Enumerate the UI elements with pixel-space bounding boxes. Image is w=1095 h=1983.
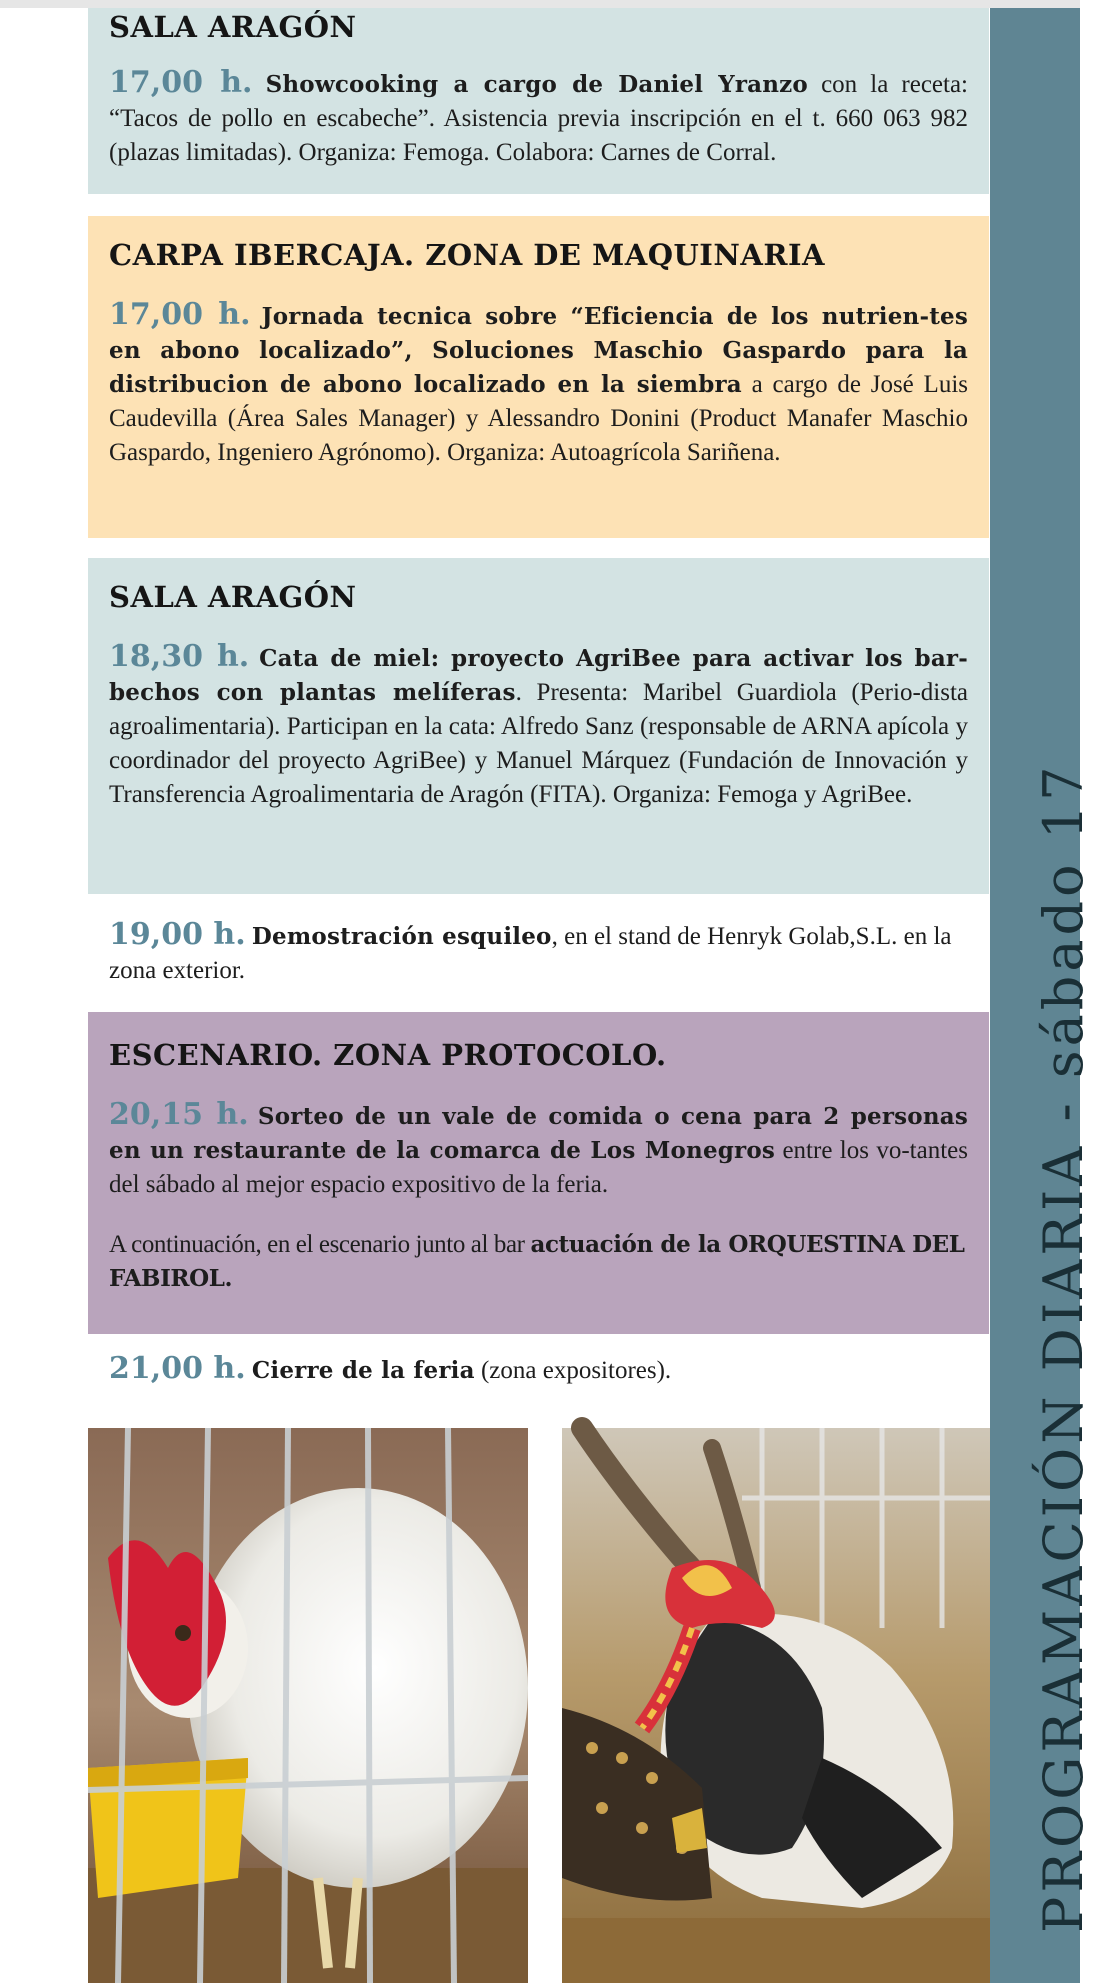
event-title: Demostración esquileo xyxy=(251,923,552,950)
event-description xyxy=(109,298,968,470)
event-time: 18,30 h. xyxy=(109,639,250,674)
event-text: entre los vo-tantes del sábado al mejor espacio expositivo de la feria. xyxy=(109,1137,968,1198)
event-time: 17,00 h. xyxy=(109,65,253,100)
event-followup xyxy=(109,1228,968,1296)
goat-photo xyxy=(562,1428,990,1983)
section-heading: ESCENARIO. ZONA PROTOCOLO. xyxy=(109,1038,667,1072)
followup-bold: actuación de la ORQUESTINA DEL FABIROL. xyxy=(109,1231,965,1292)
event-text: (zona expositores). xyxy=(474,1357,672,1384)
section-heading: CARPA IBERCAJA. ZONA DE MAQUINARIA xyxy=(109,238,826,272)
event-time: 21,00 h. xyxy=(109,1351,246,1386)
event-title: Cata de miel: proyecto AgriBee para activar los bar-bechos con plantas melíferas xyxy=(109,645,968,706)
event-time: 17,00 h. xyxy=(109,297,251,332)
event-time: 19,00 h. xyxy=(109,917,246,952)
event-title: Jornada tecnica sobre “Eficiencia de los nutrien-tes en abono localizado”, Soluciones Maschio Gaspardo para la distribucion de abono localizado en la siembra xyxy=(109,303,969,398)
top-edge xyxy=(0,0,1080,8)
event-text: , en el stand de Henryk Golab,S.L. en la zona exterior. xyxy=(109,923,952,984)
event-text: a cargo de José Luis Caudevilla (Área Sales Manager) y Alessandro Donini (Product Manafer Maschio Gaspardo, Ingeniero Agrónomo). Organiza: Autoagrícola Sariñena. xyxy=(109,371,968,466)
event-time: 20,15 h. xyxy=(109,1097,249,1132)
event-title: Cierre de la feria xyxy=(251,1357,475,1384)
sidebar-title: PROGRAMACIÓN DIARIA - sábado 17 xyxy=(1032,762,1095,1933)
section-heading: SALA ARAGÓN xyxy=(109,580,357,614)
followup-text: A continuación, en el escenario junto al bar xyxy=(109,1231,531,1258)
event-text: . Presenta: Maribel Guardiola (Perio-dista agroalimentaria). Participan en la cata: Alfredo Sanz (responsable de ARNA apícola y coordinador del proyecto AgriBee) y Manuel Márquez (Fundación de Innovación y Transferencia Agroalimentaria de Aragón (FITA). Organiza: Femoga y AgriBee. xyxy=(109,679,968,808)
event-description xyxy=(109,1352,968,1388)
section-sala-aragon-miel xyxy=(88,558,989,894)
rooster-photo xyxy=(88,1428,528,1983)
event-description xyxy=(109,66,968,170)
event-description xyxy=(109,1098,968,1202)
section-sala-aragon-showcooking xyxy=(88,8,989,194)
section-carpa-ibercaja xyxy=(88,216,989,538)
section-escenario-protocolo xyxy=(88,1012,989,1334)
section-heading: SALA ARAGÓN xyxy=(109,10,357,44)
event-title: Showcooking a cargo de Daniel Yranzo xyxy=(265,71,808,98)
section-esquileo xyxy=(88,894,989,1012)
event-text: con la receta: “Tacos de pollo en escabeche”. Asistencia previa inscripción en el t. 660 063 982 (plazas limitadas). Organiza: Femoga. Colabora: Carnes de Corral. xyxy=(109,71,969,166)
event-title: Sorteo de un vale de comida o cena para 2 personas en un restaurante de la comarca de Los Monegros xyxy=(109,1103,969,1164)
event-description xyxy=(109,640,968,812)
event-description xyxy=(109,918,968,988)
section-cierre xyxy=(88,1334,989,1414)
